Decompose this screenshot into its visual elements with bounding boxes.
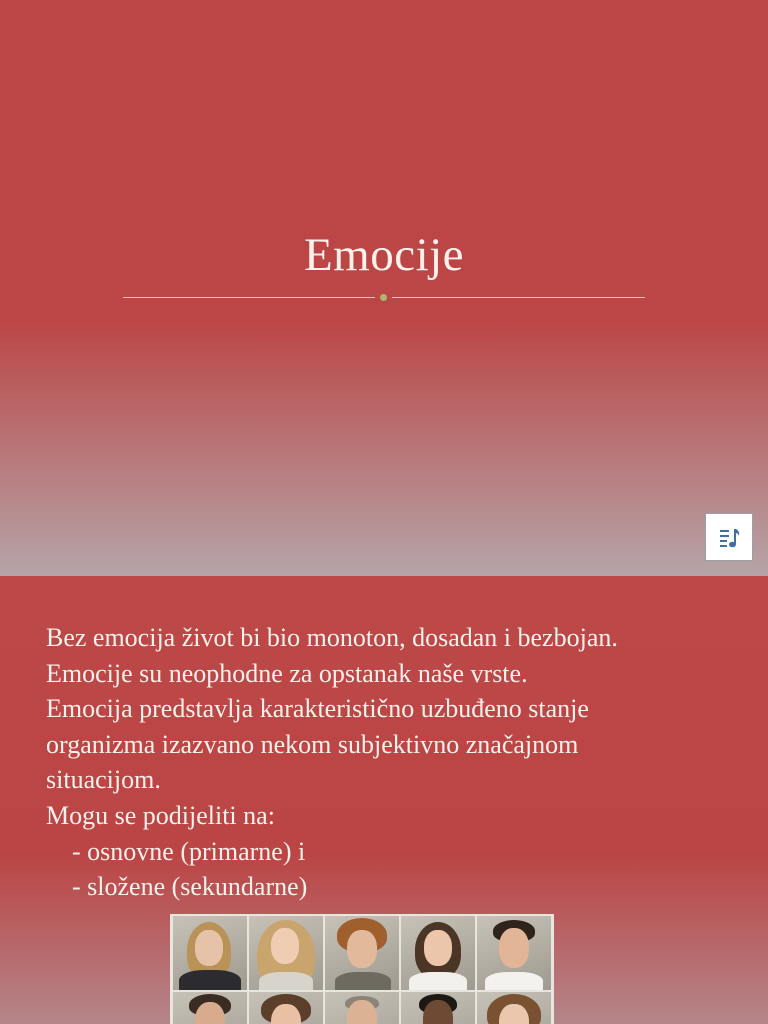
body-line: Emocija predstavlja karakteristično uzbuđeno stanje bbox=[46, 694, 589, 724]
slide-body bbox=[46, 620, 746, 905]
body-line: situacijom. bbox=[46, 765, 161, 795]
body-line: - osnovne (primarne) i bbox=[72, 836, 306, 866]
body-line: Mogu se podijeliti na: bbox=[46, 800, 275, 830]
face-photo bbox=[173, 916, 247, 990]
body-line: - složene (sekundarne) bbox=[72, 872, 308, 902]
body-line: organizma izazvano nekom subjektivno značajnom bbox=[46, 729, 579, 759]
title-divider-left bbox=[123, 297, 375, 298]
body-line: Bez emocija život bi bio monoton, dosadan i bezbojan. bbox=[46, 623, 618, 652]
face-photo bbox=[325, 916, 399, 990]
face-photo bbox=[249, 992, 323, 1024]
playlist-button[interactable] bbox=[705, 513, 753, 561]
face-photo bbox=[249, 916, 323, 990]
emotion-faces-photo bbox=[170, 914, 554, 1024]
face-photo bbox=[173, 992, 247, 1024]
face-photo bbox=[325, 992, 399, 1024]
playlist-music-icon bbox=[718, 526, 742, 550]
body-line: Emocije su neophodne za opstanak naše vrste. bbox=[46, 658, 528, 688]
face-photo bbox=[477, 992, 551, 1024]
face-photo bbox=[401, 992, 475, 1024]
face-photo bbox=[401, 916, 475, 990]
slide-title: Emocije bbox=[303, 229, 465, 281]
title-divider-right bbox=[392, 297, 645, 298]
content-slide bbox=[0, 576, 768, 1024]
title-divider-dot bbox=[380, 294, 387, 301]
face-photo bbox=[477, 916, 551, 990]
